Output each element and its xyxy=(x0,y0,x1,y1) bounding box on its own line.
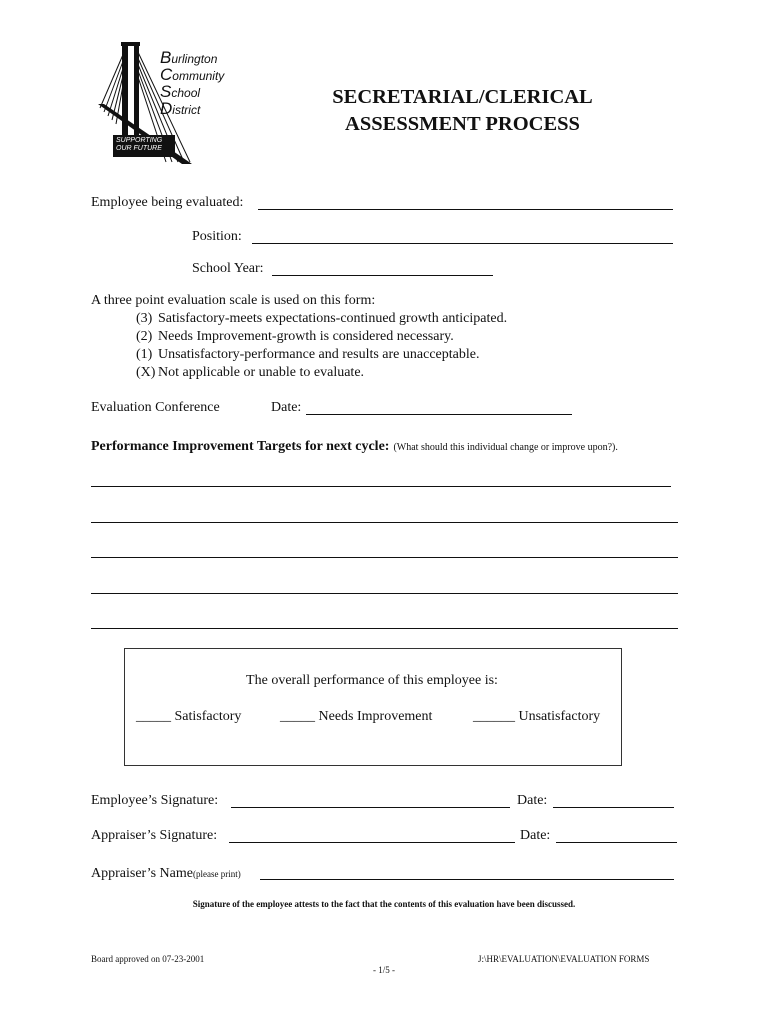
satisfactory-label: Satisfactory xyxy=(174,709,242,724)
targets-line-3[interactable] xyxy=(91,557,678,558)
district-name: Burlington Community School District xyxy=(160,48,225,118)
appraiser-signature-field[interactable] xyxy=(229,842,515,843)
scale-code: (1) xyxy=(136,347,153,362)
targets-heading-row xyxy=(91,437,618,455)
scale-text: Satisfactory-meets expectations-continued growth anticipated. xyxy=(158,311,508,326)
position-field[interactable] xyxy=(252,243,673,244)
scale-text: Needs Improvement-growth is considered necessary. xyxy=(158,329,454,344)
scale-text: Not applicable or unable to evaluate. xyxy=(158,365,365,380)
targets-hint: (What should this individual change or improve upon?). xyxy=(393,442,618,453)
conference-date-field[interactable] xyxy=(306,414,572,415)
appraiser-name-hint: (please print) xyxy=(193,869,241,879)
unsatisfactory-label: Unsatisfactory xyxy=(518,709,601,724)
needs-improvement-label: Needs Improvement xyxy=(318,709,433,724)
scale-intro: A three point evaluation scale is used on this form: xyxy=(91,293,376,308)
page-title-line-2: ASSESSMENT PROCESS xyxy=(345,113,580,135)
footer-page-number: - 1/5 - xyxy=(373,965,395,975)
scale-code: (3) xyxy=(136,311,153,326)
overall-option-needs-improvement[interactable] xyxy=(280,709,432,725)
footer-path: J:\HR\EVALUATION\EVALUATION FORMS xyxy=(478,954,650,964)
targets-line-5[interactable] xyxy=(91,628,678,629)
overall-option-satisfactory[interactable] xyxy=(136,709,241,725)
attestation-note: Signature of the employee attests to the fact that the contents of this evaluation have been discussed. xyxy=(192,899,576,909)
targets-line-1[interactable] xyxy=(91,486,671,487)
employee-signature-field[interactable] xyxy=(231,807,510,808)
appraiser-date-field[interactable] xyxy=(556,842,677,843)
overall-prompt: The overall performance of this employee is: xyxy=(246,673,498,688)
appraiser-name-field[interactable] xyxy=(260,879,674,880)
school-year-field[interactable] xyxy=(272,275,493,276)
scale-code: (2) xyxy=(136,329,153,344)
tagline: SUPPORTING OUR FUTURE xyxy=(116,137,163,152)
employee-signature-label: Employee’s Signature: xyxy=(91,793,219,808)
satisfactory-blank[interactable]: _____ xyxy=(136,709,171,724)
unsatisfactory-blank[interactable]: ______ xyxy=(473,709,515,724)
conference-label: Evaluation Conference xyxy=(91,400,220,415)
appraiser-name-label: Appraiser’s Name xyxy=(91,866,193,881)
scale-code: (X) xyxy=(136,365,156,380)
page-title-line-1: SECRETARIAL/CLERICAL xyxy=(332,86,593,108)
targets-line-2[interactable] xyxy=(91,522,678,523)
employee-date-field[interactable] xyxy=(553,807,674,808)
targets-heading: Performance Improvement Targets for next cycle: xyxy=(91,439,390,454)
overall-performance-box xyxy=(124,648,622,766)
school-year-label: School Year: xyxy=(192,261,264,276)
appraiser-date-label: Date: xyxy=(520,828,551,843)
position-label: Position: xyxy=(192,229,242,244)
conference-date-label: Date: xyxy=(271,400,302,415)
employee-date-label: Date: xyxy=(517,793,548,808)
targets-line-4[interactable] xyxy=(91,593,678,594)
employee-field[interactable] xyxy=(258,209,673,210)
footer-approval: Board approved on 07-23-2001 xyxy=(91,954,205,964)
employee-label: Employee being evaluated: xyxy=(91,195,244,210)
scale-text: Unsatisfactory-performance and results are unacceptable. xyxy=(158,347,480,362)
appraiser-name-label-row xyxy=(91,864,241,882)
needs-improvement-blank[interactable]: _____ xyxy=(280,709,315,724)
appraiser-signature-label: Appraiser’s Signature: xyxy=(91,828,218,843)
overall-option-unsatisfactory[interactable] xyxy=(473,709,600,725)
